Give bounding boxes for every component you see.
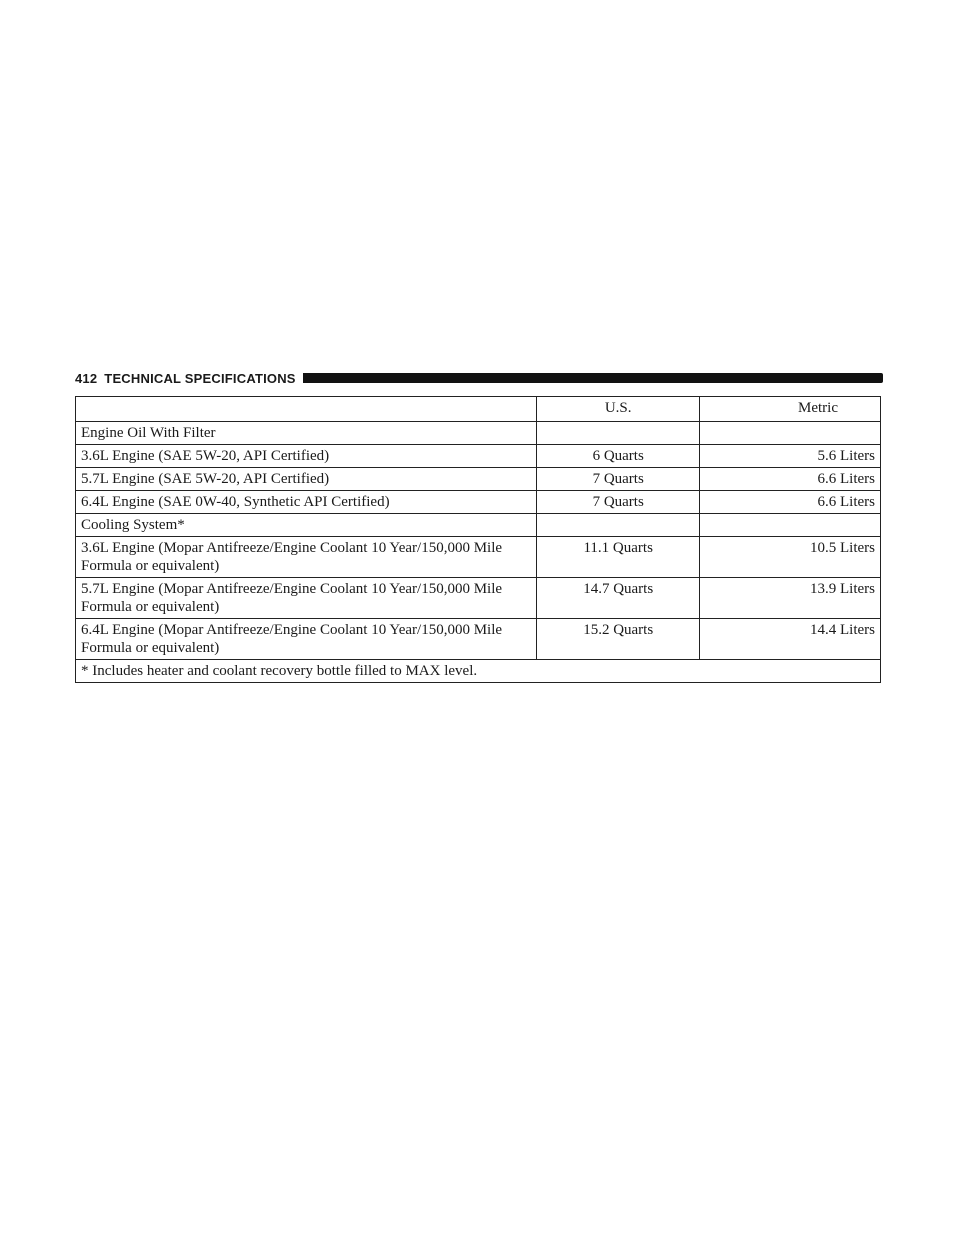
row-description-line-2: Formula or equivalent)	[81, 558, 220, 574]
row-metric-value: 13.9 Liters	[699, 578, 880, 619]
row-us-value: 7 Quarts	[537, 491, 700, 514]
column-header-us: U.S.	[537, 397, 700, 422]
row-us-value: 14.7 Quarts	[537, 578, 700, 619]
section-title-engine-oil: Engine Oil With Filter	[76, 422, 537, 445]
header-rule	[303, 373, 883, 383]
row-description-line-2: Formula or equivalent)	[81, 640, 220, 656]
row-description-line-1: 6.4L Engine (Mopar Antifreeze/Engine Coolant 10 Year/150,000 Mile	[81, 622, 503, 638]
fluid-capacities-table	[75, 396, 881, 683]
empty-cell	[699, 422, 880, 445]
row-description	[76, 578, 537, 619]
row-description-line-1: 5.7L Engine (Mopar Antifreeze/Engine Coolant 10 Year/150,000 Mile	[81, 581, 503, 597]
section-title-cooling-system: Cooling System*	[76, 514, 537, 537]
row-us-value: 6 Quarts	[537, 445, 700, 468]
row-description: 5.7L Engine (SAE 5W-20, API Certified)	[76, 468, 537, 491]
table-row	[76, 578, 881, 619]
table-row	[76, 468, 881, 491]
empty-cell	[537, 422, 700, 445]
table-row	[76, 619, 881, 660]
row-metric-value: 6.6 Liters	[699, 468, 880, 491]
column-header-metric: Metric	[699, 397, 880, 422]
empty-cell	[537, 514, 700, 537]
row-metric-value: 6.6 Liters	[699, 491, 880, 514]
row-description: 3.6L Engine (SAE 5W-20, API Certified)	[76, 445, 537, 468]
page-header	[75, 368, 883, 388]
footnote: * Includes heater and coolant recovery bottle filled to MAX level.	[76, 660, 881, 683]
section-title: TECHNICAL SPECIFICATIONS	[104, 370, 296, 386]
row-metric-value: 5.6 Liters	[699, 445, 880, 468]
row-description-line-2: Formula or equivalent)	[81, 599, 220, 615]
column-header-description	[76, 397, 537, 422]
table-header-row	[76, 397, 881, 422]
row-metric-value: 14.4 Liters	[699, 619, 880, 660]
row-description: 6.4L Engine (SAE 0W-40, Synthetic API Certified)	[76, 491, 537, 514]
table-row	[76, 491, 881, 514]
page-number: 412	[75, 370, 98, 386]
row-us-value: 11.1 Quarts	[537, 537, 700, 578]
table-row	[76, 537, 881, 578]
row-us-value: 15.2 Quarts	[537, 619, 700, 660]
section-row-cooling-system	[76, 514, 881, 537]
row-metric-value: 10.5 Liters	[699, 537, 880, 578]
row-us-value: 7 Quarts	[537, 468, 700, 491]
table-row	[76, 445, 881, 468]
section-row-engine-oil	[76, 422, 881, 445]
empty-cell	[699, 514, 880, 537]
row-description	[76, 619, 537, 660]
row-description-line-1: 3.6L Engine (Mopar Antifreeze/Engine Coolant 10 Year/150,000 Mile	[81, 540, 503, 556]
footnote-row	[76, 660, 881, 683]
row-description	[76, 537, 537, 578]
